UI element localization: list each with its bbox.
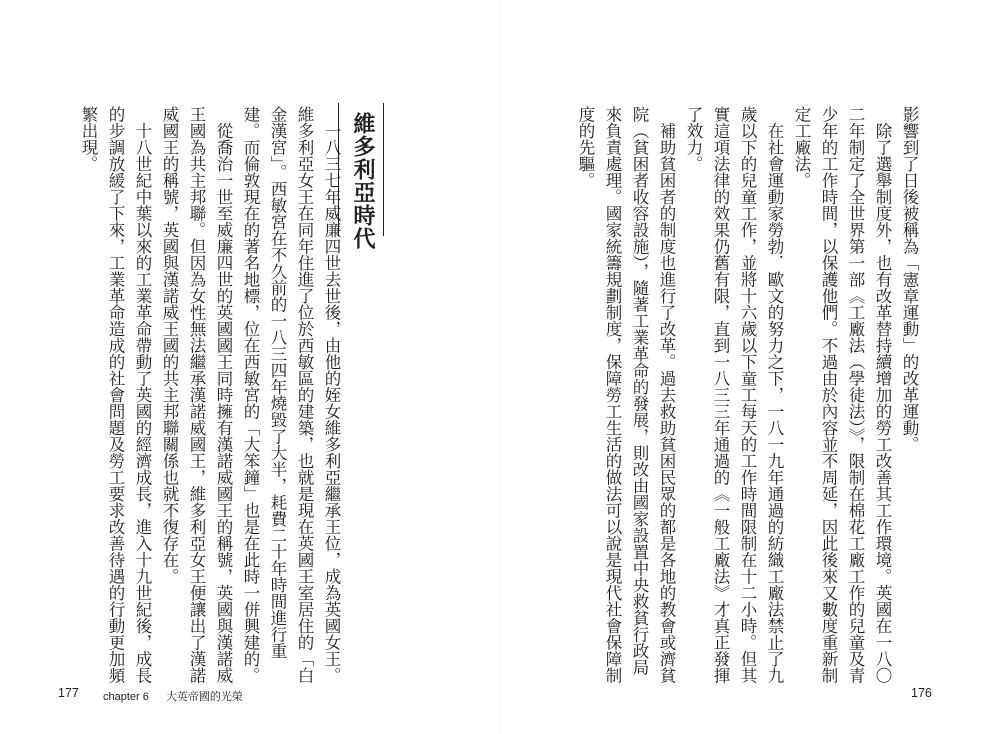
page-number: 176 <box>911 686 932 700</box>
text-column: 院（貧困者收容設施），隨著工業革命的發展，則改由國家設置中央救貧行政局 <box>630 106 649 676</box>
text-column: 王國為共主邦聯。但因為女性無法繼承漢諾威國王，維多利亞女王便讓出了漢諾 <box>187 106 206 684</box>
text-column: 威國王的稱號，英國與漢諾威王國的共主邦聯關係也就不復存在。 <box>160 106 179 585</box>
section-heading: 維多利亞時代 <box>350 112 375 250</box>
text-column: 從喬治一世至威廉四世的英國國王同時擁有漢諾威國王的稱號，英國與漢諾威 <box>214 106 233 684</box>
text-column: 實這項法律的效果仍舊有限，直到一八三三年通過的《一般工廠法》才真正發揮 <box>711 106 730 684</box>
text-column: 二年制定了全世界第一部《工廠法（學徒法）》，限制在棉花工廠工作的兒童及青 <box>846 106 865 684</box>
text-column: 定工廠法。 <box>792 106 811 189</box>
text-column: 維多利亞女王在同年住進了位於西敏區的建築，也就是現在英國王室居住的「白 <box>295 106 314 684</box>
running-head <box>103 688 243 704</box>
text-column: 十八世紀中葉以來的工業革命帶動了英國的經濟成長，進入十九世紀後，成長 <box>133 106 152 684</box>
text-column: 建。而倫敦現在的著名地標，位在西敏宮的「大笨鐘」也是在此時一併興建的。 <box>241 106 260 684</box>
text-column: 歲以下的兒童工作，並將十六歲以下童工每天的工作時間限制在十二小時。但其 <box>738 106 757 684</box>
page-number: 177 <box>58 686 79 700</box>
text-column: 來負責處理。國家統籌規劃制度，保障勞工生活的做法可以說是現代社會保障制 <box>603 106 622 684</box>
text-column: 除了選舉制度外，也有改革替持續增加的勞工改善其工作環境。英國在一八〇 <box>873 106 892 684</box>
text-column: 補助貧困者的制度也進行了改革。過去救助貧困民眾的都是各地的教會或濟貧 <box>657 106 676 684</box>
text-column: 在社會運動家勞勃．歐文的努力之下，一八一九年通過的紡織工廠法禁止了九 <box>765 106 784 684</box>
text-column: 金漢宮」。西敏宮在不久前的一八三四年燒毀了大半，耗費二十年時間進行重 <box>268 106 287 659</box>
text-column: 繁出現。 <box>79 106 98 172</box>
text-column: 了效力。 <box>684 106 703 172</box>
page-gutter <box>499 0 500 734</box>
chapter-label: chapter 6 <box>103 691 149 703</box>
chapter-title: 大英帝國的光榮 <box>165 690 243 703</box>
text-column: 度的先驅。 <box>576 106 595 189</box>
text-column: 的步調放緩了下來，工業革命造成的社會問題及勞工要求改善待遇的行動更加頻 <box>106 106 125 684</box>
text-column: 少年的工作時間，以保護他們。不過由於內容並不周延，因此後來又數度重新制 <box>819 106 838 684</box>
text-column: 影響到了日後被稱為「憲章運動」的改革運動。 <box>900 106 919 453</box>
text-column: 一八三七年威廉四世去世後，由他的姪女維多利亞繼承王位，成為英國女王。 <box>322 106 341 684</box>
